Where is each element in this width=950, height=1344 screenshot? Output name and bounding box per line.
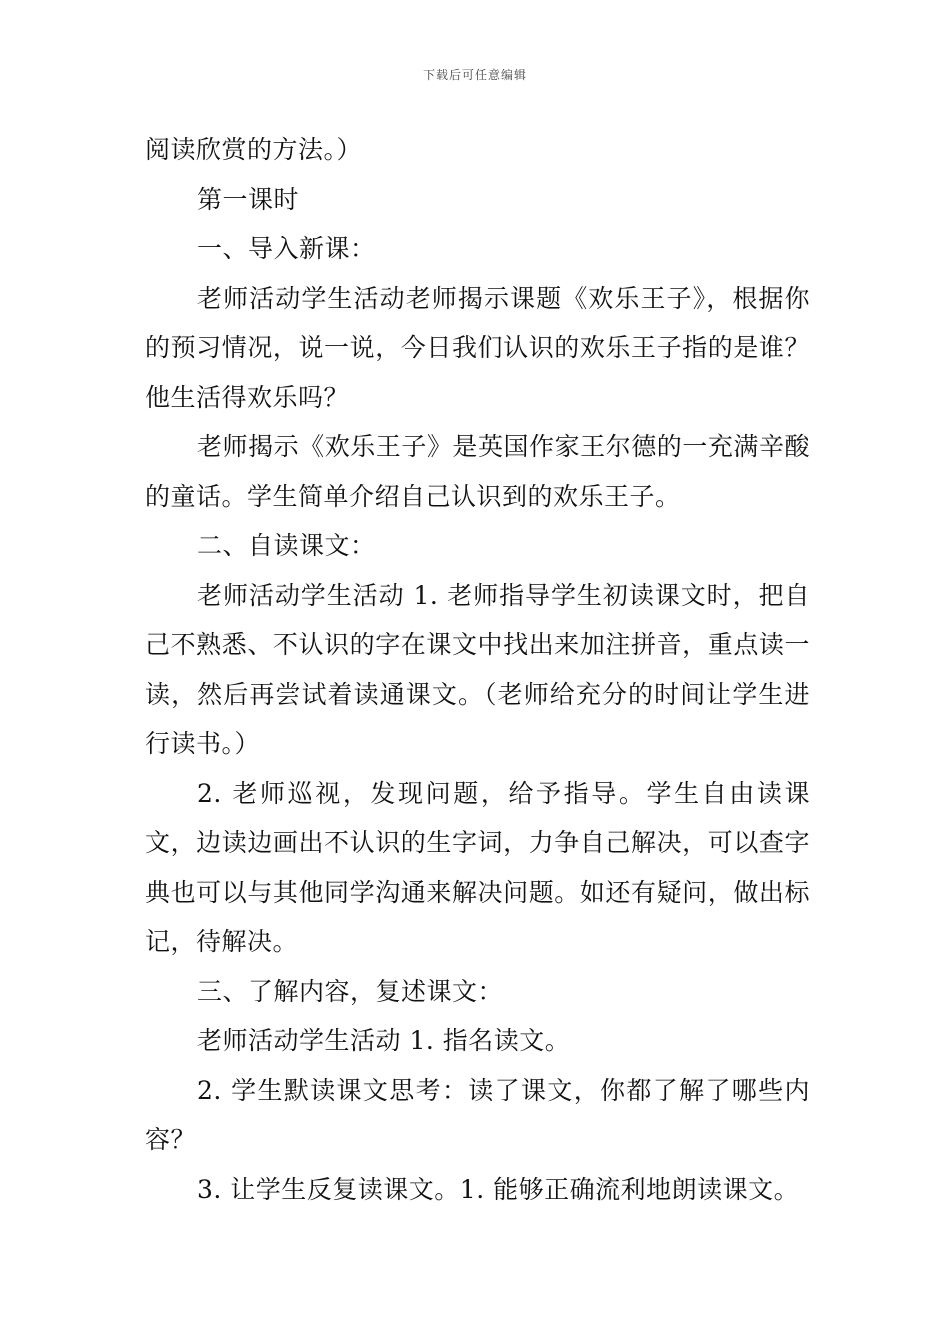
page-header: 下载后可任意编辑 <box>422 68 527 82</box>
paragraph-self-reading-2: 2. 老师巡视，发现问题，给予指导。学生自由读课文，边读边画出不认识的生字词，力争自己解决，可以查字典也可以与其他同学沟通来解决问题。如还有疑问，做出标记，待解决。 <box>145 778 810 956</box>
paragraph-continuation: 阅读欣赏的方法。） <box>145 135 363 164</box>
document-body <box>145 125 810 1214</box>
paragraph-intro-reveal: 老师揭示《欢乐王子》是英国作家王尔德的一充满辛酸的童话。学生简单介绍自己认识到的欢乐王子。 <box>145 432 810 511</box>
lesson-heading: 第一课时 <box>197 184 300 214</box>
paragraph-self-reading-1: 老师活动学生活动 1. 老师指导学生初读课文时，把自己不熟悉、不认识的字在课文中找出来加注拼音，重点读一读，然后再尝试着读通课文。（老师给充分的时间让学生进行读书。） <box>145 580 810 758</box>
paragraph-understanding-1: 老师活动学生活动 1. 指名读文。 <box>197 1026 571 1055</box>
paragraph-understanding-2: 2. 学生默读课文思考：读了课文，你都了解了哪些内容？ <box>145 1075 810 1154</box>
paragraph-intro-activity: 老师活动学生活动老师揭示课题《欢乐王子》，根据你的预习情况，说一说，今日我们认识的欢乐王子指的是谁？他生活得欢乐吗？ <box>145 283 810 412</box>
section-heading-intro: 一、导入新课： <box>197 234 376 263</box>
paragraph-understanding-3: 3. 让学生反复读课文。1. 能够正确流利地朗读课文。 <box>197 1174 800 1204</box>
section-heading-understanding: 三、了解内容，复述课文： <box>197 976 504 1006</box>
section-heading-self-reading: 二、自读课文： <box>197 531 376 560</box>
